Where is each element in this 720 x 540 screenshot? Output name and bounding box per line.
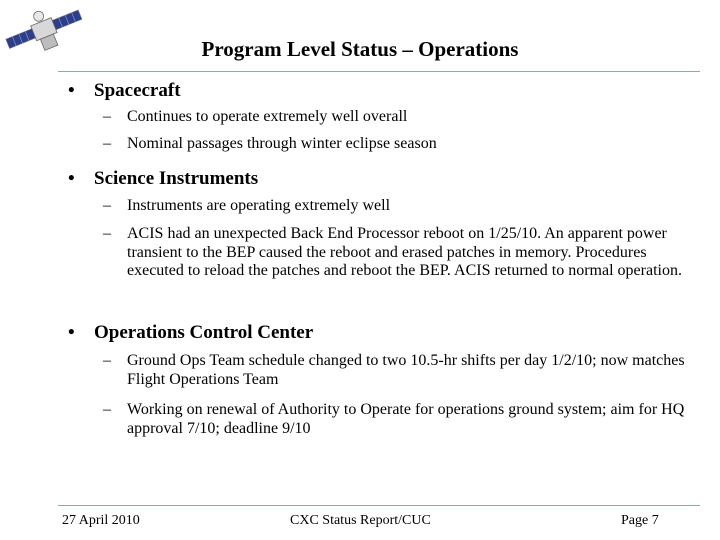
title-divider: [58, 71, 700, 72]
list-item: [103, 108, 688, 127]
bullet-marker: •: [68, 80, 75, 101]
dash-marker: –: [103, 352, 111, 369]
footer-page-number: Page 7: [621, 513, 659, 528]
footer-date: 27 April 2010: [62, 513, 140, 528]
dash-marker: –: [103, 135, 111, 152]
section-heading-text: Science Instruments: [94, 168, 259, 189]
list-item-text: Nominal passages through winter eclipse season: [127, 135, 437, 152]
slide-title: Program Level Status – Operations: [201, 37, 519, 61]
bullet-marker: •: [68, 168, 75, 189]
list-item: [103, 352, 688, 389]
section-heading-text: Spacecraft: [94, 80, 181, 101]
section-heading-spacecraft: [68, 80, 181, 102]
list-item: [103, 197, 688, 216]
dash-marker: –: [103, 401, 111, 418]
list-item: [103, 401, 688, 438]
list-item-text: Ground Ops Team schedule changed to two 10.5-hr shifts per day 1/2/10; now matches Flight Operations Team: [127, 352, 685, 388]
dash-marker: –: [103, 108, 111, 125]
list-item-text: ACIS had an unexpected Back End Processor reboot on 1/25/10. An apparent power transient to the BEP caused the reboot and erased patches in memory. Procedures executed to reload the patches and reboot the BEP. ACIS returned to normal operation.: [127, 225, 682, 279]
bullet-marker: •: [68, 322, 75, 343]
list-item-text: Instruments are operating extremely well: [127, 197, 391, 214]
dash-marker: –: [103, 197, 111, 214]
list-item-text: Continues to operate extremely well overall: [127, 108, 408, 125]
section-heading-science-instruments: [68, 168, 258, 190]
footer-divider: [58, 505, 700, 506]
footer-report-name: CXC Status Report/CUC: [290, 513, 431, 528]
list-item: [103, 225, 688, 281]
section-heading-operations-control-center: [68, 322, 313, 344]
section-heading-text: Operations Control Center: [94, 322, 314, 343]
dash-marker: –: [103, 225, 111, 242]
list-item-text: Working on renewal of Authority to Operate for operations ground system; aim for HQ approval 7/10; deadline 9/10: [127, 401, 685, 437]
list-item: [103, 135, 688, 154]
satellite-icon: [4, 4, 86, 60]
